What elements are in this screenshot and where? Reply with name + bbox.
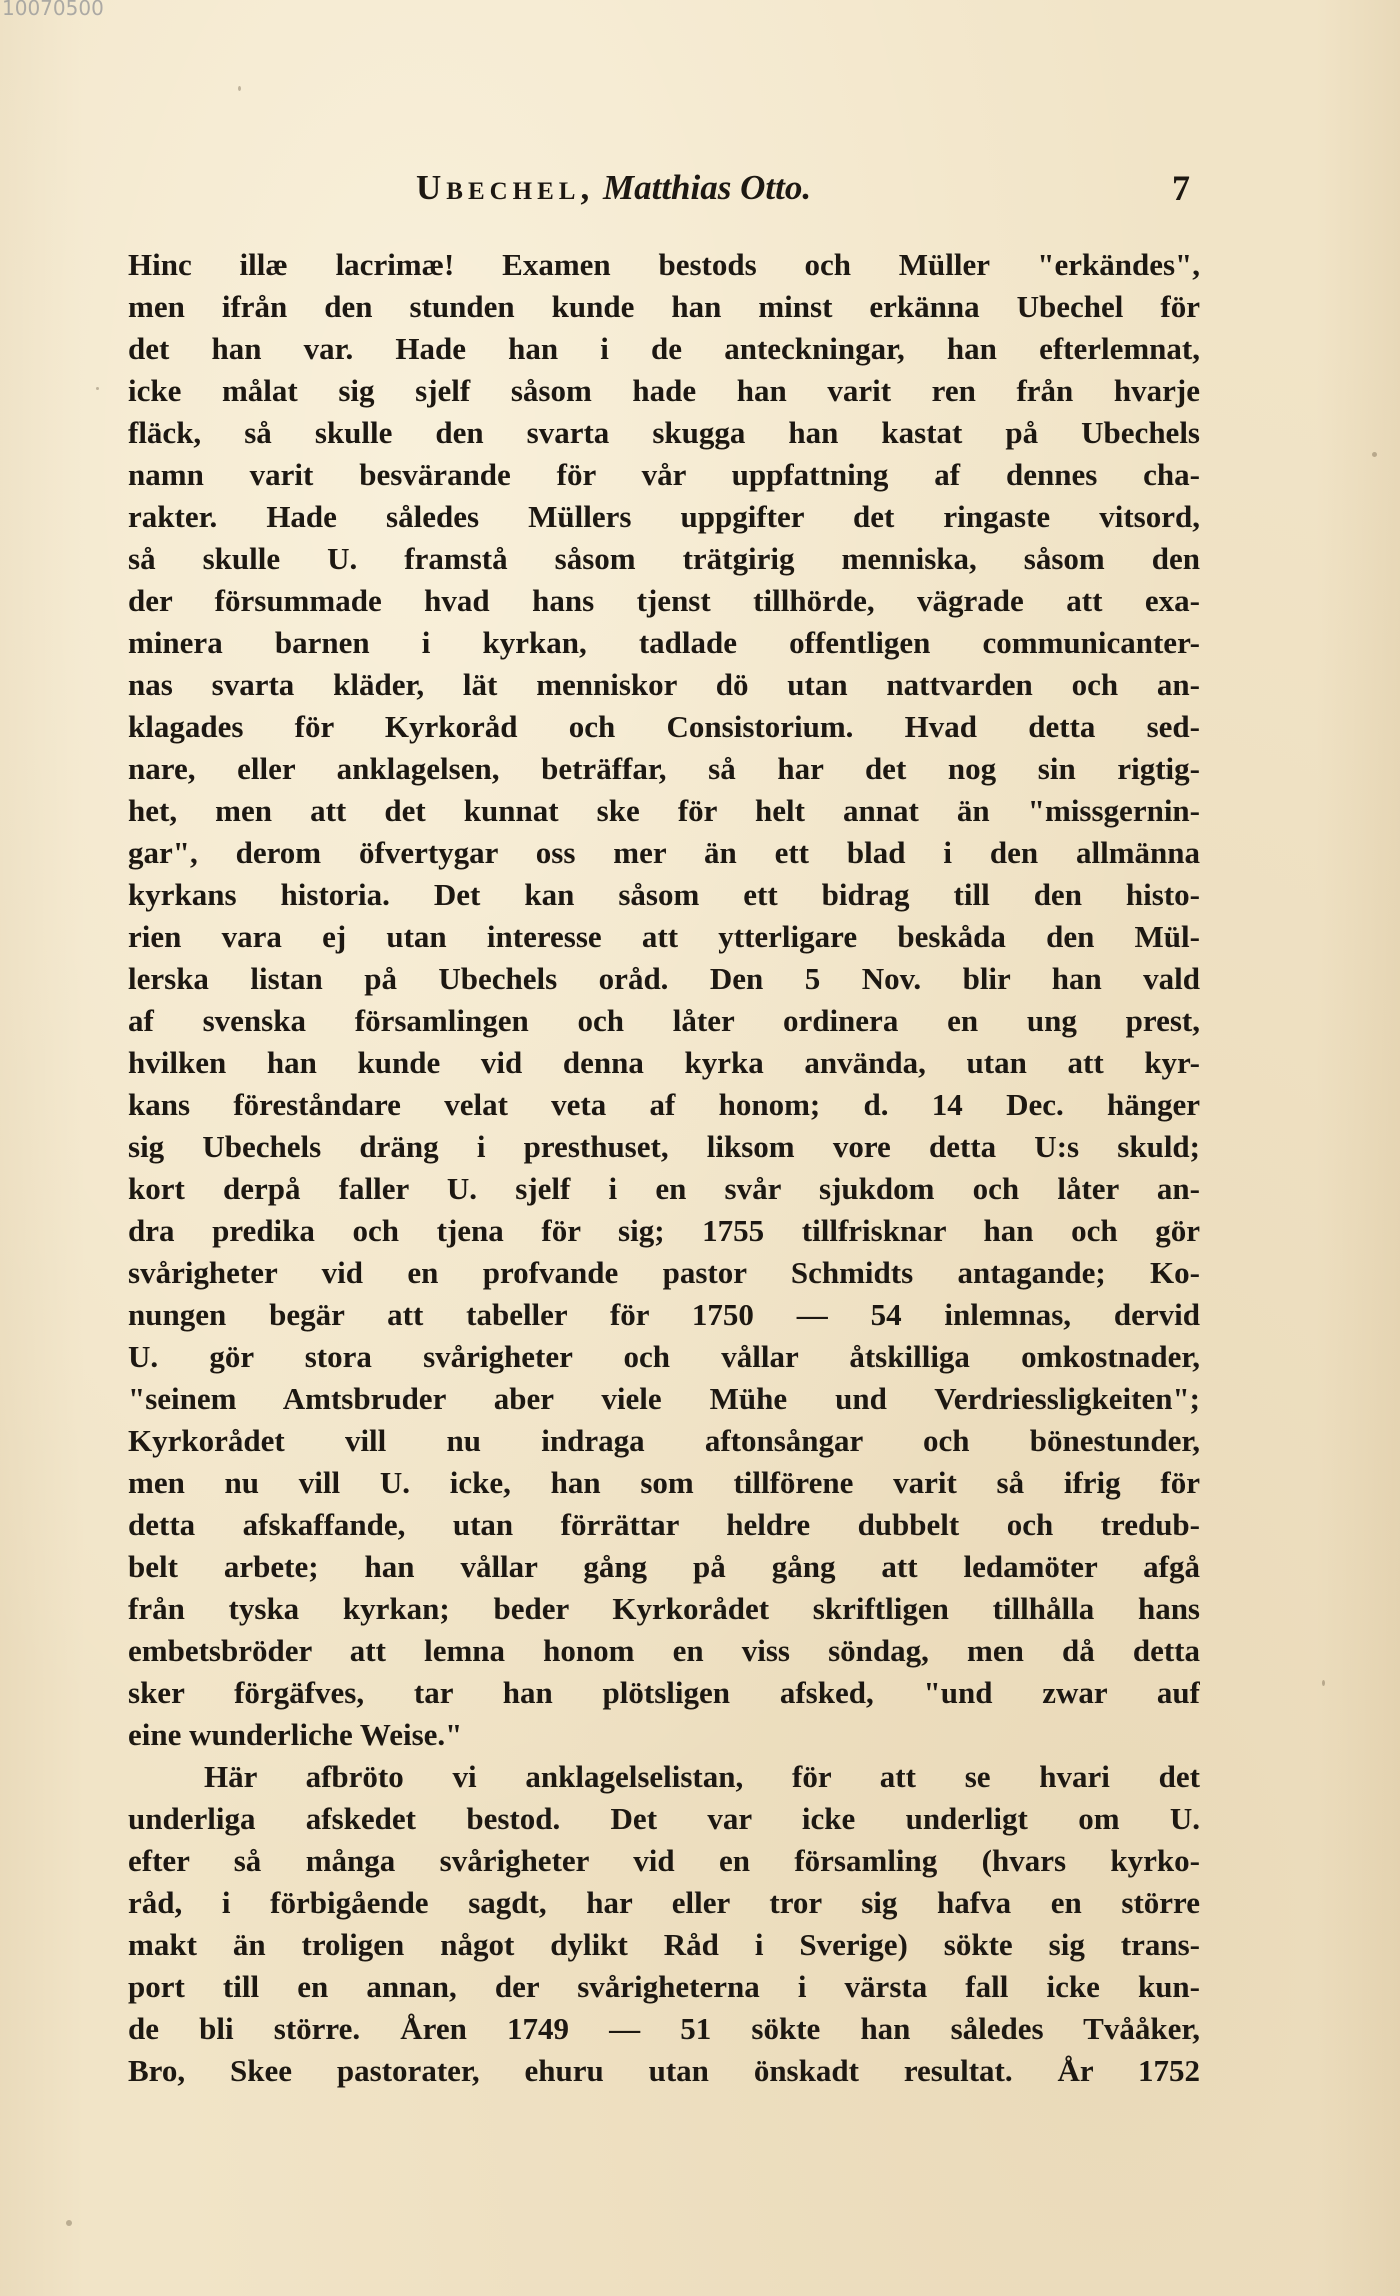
page-number: 7 (1172, 168, 1190, 208)
text-line: "seinem Amtsbruder aber viele Mühe und Verdriessligkeiten"; (128, 1381, 1200, 1416)
text-body (128, 244, 1200, 2092)
text-line: eine wunderliche Weise." (128, 1717, 463, 1752)
text-line: råd, i förbigående sagdt, har eller tror sig hafva en större (128, 1885, 1200, 1920)
text-line: port till en annan, der svårigheterna i värsta fall icke kun- (128, 1969, 1200, 2004)
text-line: detta afskaffande, utan förrättar heldre dubbelt och tredub- (128, 1507, 1200, 1542)
text-line: klagades för Kyrkoråd och Consistorium. Hvad detta sed- (128, 709, 1200, 744)
text-line: det han var. Hade han i de anteckningar, han efterlemnat, (128, 331, 1200, 366)
text-line: från tyska kyrkan; beder Kyrkorådet skriftligen tillhålla hans (128, 1591, 1200, 1626)
text-line: icke målat sig sjelf såsom hade han varit ren från hvarje (128, 373, 1200, 408)
text-line: men nu vill U. icke, han som tillförene varit så ifrig för (128, 1465, 1200, 1500)
text-line: kyrkans historia. Det kan såsom ett bidrag till den histo- (128, 877, 1200, 912)
text-line: de bli större. Åren 1749 — 51 sökte han således Tvååker, (128, 2011, 1200, 2046)
text-line: nungen begär att tabeller för 1750 — 54 inlemnas, dervid (128, 1297, 1200, 1332)
text-line: sig Ubechels dräng i presthuset, liksom vore detta U:s skuld; (128, 1129, 1200, 1164)
text-line: hvilken han kunde vid denna kyrka använda, utan att kyr- (128, 1045, 1200, 1080)
running-title-given-names: Matthias Otto. (602, 168, 812, 207)
text-line: nare, eller anklagelsen, beträffar, så har det nog sin rigtig- (128, 751, 1200, 786)
text-line: Hinc illæ lacrimæ! Examen bestods och Müller "erkändes", (128, 247, 1200, 282)
running-title-surname: Ubechel, (416, 168, 595, 207)
text-line: makt än troligen något dylikt Råd i Sverige) sökte sig trans- (128, 1927, 1200, 1962)
text-line: underliga afskedet bestod. Det var icke underligt om U. (128, 1801, 1200, 1836)
text-line: efter så många svårigheter vid en församling (hvars kyrko- (128, 1843, 1200, 1878)
text-line: Här afbröto vi anklagelselistan, för att se hvari det (204, 1759, 1200, 1794)
running-head (0, 166, 1400, 210)
text-line: namn varit besvärande för vår uppfattning af dennes cha- (128, 457, 1200, 492)
running-title (416, 166, 811, 210)
text-line: men ifrån den stunden kunde han minst erkänna Ubechel för (128, 289, 1200, 324)
text-line: dra predika och tjena för sig; 1755 tillfrisknar han och gör (128, 1213, 1200, 1248)
text-line: lerska listan på Ubechels oråd. Den 5 Nov. blir han vald (128, 961, 1200, 996)
text-line: kans föreståndare velat veta af honom; d. 14 Dec. hänger (128, 1087, 1200, 1122)
paper-speck (96, 387, 99, 390)
paper-speck (66, 2220, 72, 2226)
scan-id-stamp: 10070500 (2, 0, 104, 20)
text-line: belt arbete; han vållar gång på gång att ledamöter afgå (128, 1549, 1200, 1584)
text-line: embetsbröder att lemna honom en viss söndag, men då detta (128, 1633, 1200, 1668)
paper-speck (1322, 1680, 1325, 1686)
text-line: Kyrkorådet vill nu indraga aftonsångar och bönestunder, (128, 1423, 1200, 1458)
text-line: svårigheter vid en profvande pastor Schmidts antagande; Ko- (128, 1255, 1200, 1290)
text-line: het, men att det kunnat ske för helt annat än "missgernin- (128, 793, 1200, 828)
text-line: gar", derom öfvertygar oss mer än ett blad i den allmänna (128, 835, 1200, 870)
text-line: U. gör stora svårigheter och vållar åtskilliga omkostnader, (128, 1339, 1200, 1374)
text-line: der försummade hvad hans tjenst tillhörde, vägrade att exa- (128, 583, 1200, 618)
text-line: rakter. Hade således Müllers uppgifter det ringaste vitsord, (128, 499, 1200, 534)
paper-speck (238, 86, 241, 91)
paper-speck (1372, 452, 1377, 457)
text-line: sker förgäfves, tar han plötsligen afsked, "und zwar auf (128, 1675, 1200, 1710)
text-line: af svenska församlingen och låter ordinera en ung prest, (128, 1003, 1200, 1038)
text-line: kort derpå faller U. sjelf i en svår sjukdom och låter an- (128, 1171, 1200, 1206)
text-line: rien vara ej utan interesse att ytterligare beskåda den Mül- (128, 919, 1200, 954)
text-line: fläck, så skulle den svarta skugga han kastat på Ubechels (128, 415, 1200, 450)
text-line: så skulle U. framstå såsom trätgirig menniska, såsom den (128, 541, 1200, 576)
text-line: nas svarta kläder, lät menniskor dö utan nattvarden och an- (128, 667, 1200, 702)
text-line: Bro, Skee pastorater, ehuru utan önskadt resultat. År 1752 (128, 2053, 1200, 2088)
text-line: minera barnen i kyrkan, tadlade offentligen communicanter- (128, 625, 1200, 660)
